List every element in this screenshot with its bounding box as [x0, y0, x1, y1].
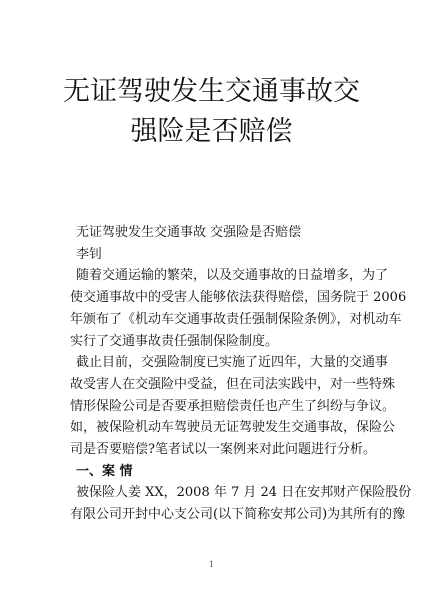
- case-paragraph-line-2: 有限公司开封中心支公司(以下简称安邦公司)为其所有的豫: [70, 507, 406, 523]
- subtitle: 无证驾驶发生交通事故 交强险是否赔偿: [76, 225, 302, 240]
- paragraph-1-line-2: 使交通事故中的受害人能够依法获得赔偿，国务院于 2006: [70, 290, 407, 306]
- paragraph-1-line-3: 年颁布了《机动车交通事故责任强制保险条例》，对机动车: [70, 311, 402, 327]
- paragraph-2-line-4: 如，被保险机动车驾驶员无证驾驶发生交通事故，保险公: [70, 420, 396, 436]
- section-heading: 一、案 情: [76, 463, 133, 479]
- paragraph-2-line-5: 司是否要赔偿?笔者试以一案例来对此问题进行分析。: [70, 442, 376, 458]
- title-line-2: 强险是否赔偿: [130, 116, 293, 147]
- title-line-1: 无证驾驶发生交通事故交: [63, 76, 360, 107]
- document-title: [0, 72, 423, 152]
- paragraph-1-line-1: 随着交通运输的繁荣，以及交通事故的日益增多，为了: [76, 268, 389, 284]
- case-paragraph-line-1: 被保险人姜 XX，2008 年 7 月 24 日在安邦财产保险股份: [76, 485, 412, 501]
- author: 李钊: [76, 246, 103, 262]
- paragraph-2-line-2: 故受害人在交强险中受益，但在司法实践中，对一些特殊: [70, 376, 396, 392]
- document-body: [70, 222, 412, 526]
- page-number: 1: [208, 560, 215, 569]
- paragraph-2-line-3: 情形保险公司是否要承担赔偿责任也产生了纠纷与争议。: [70, 398, 396, 414]
- paragraph-2-line-1: 截止目前，交强险制度已实施了近四年，大量的交通事: [76, 355, 389, 371]
- paragraph-1-line-4: 实行了交通事故责任强制保险制度。: [70, 333, 279, 349]
